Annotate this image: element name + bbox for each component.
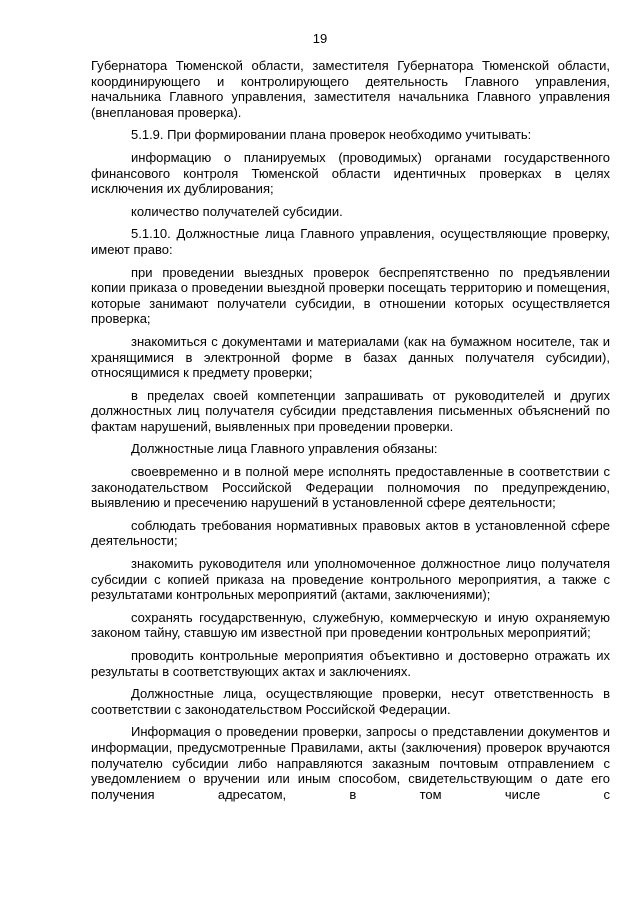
paragraph: Губернатора Тюменской области, заместителя Губернатора Тюменской области, координирующего и контролирующего деятельность Главного управления, начальника Главного управления, заместителя начальника Главного управления (внеплановая проверка). <box>91 58 610 120</box>
document-body <box>91 58 610 809</box>
paragraph: 5.1.10. Должностные лица Главного управления, осуществляющие проверку, имеют право: <box>91 226 610 257</box>
paragraph: знакомить руководителя или уполномоченное должностное лицо получателя субсидии с копией приказа на проведение контрольного мероприятия, а также с результатами контрольных мероприятий (актами, заключениями); <box>91 556 610 603</box>
paragraph: Должностные лица, осуществляющие проверки, несут ответственность в соответствии с законодательством Российской Федерации. <box>91 686 610 717</box>
paragraph: проводить контрольные мероприятия объективно и достоверно отражать их результаты в соответствующих актах и заключениях. <box>91 648 610 679</box>
paragraph: 5.1.9. При формировании плана проверок необходимо учитывать: <box>131 127 532 143</box>
paragraph: количество получателей субсидии. <box>131 203 343 219</box>
paragraph: в пределах своей компетенции запрашивать от руководителей и других должностных лиц получателя субсидии представления письменных объяснений по фактам нарушений, выявленных при проведении проверки. <box>91 387 610 434</box>
page-number: 19 <box>312 31 328 46</box>
paragraph: своевременно и в полной мере исполнять предоставленные в соответствии с законодательством Российской Федерации полномочия по предупреждению, выявлению и пресечению нарушений в установленной сфере деятельности; <box>91 464 610 511</box>
paragraph: при проведении выездных проверок беспрепятственно по предъявлении копии приказа о проведении выездной проверки посещать территорию и помещения, которые занимают получатели субсидии, в отношении которых осуществляется проверка; <box>91 264 610 327</box>
paragraph: соблюдать требования нормативных правовых актов в установленной сфере деятельности; <box>91 517 610 549</box>
paragraph: сохранять государственную, служебную, коммерческую и иную охраняемую законом тайну, ставшую им известной при проведении контрольных мероприятий; <box>91 609 610 641</box>
paragraph: Должностные лица Главного управления обязаны: <box>131 441 438 457</box>
paragraph: Информация о проведении проверки, запросы о представлении документов и информации, предусмотренные Правилами, акты (заключения) проверок вручаются получателю субсидии либо направляются заказным почтовым отправлением с уведомлением о вручении или иным способом, свидетельствующим о дате его получения адресатом, в том числе с <box>91 724 610 802</box>
paragraph: информацию о планируемых (проводимых) органами государственного финансового контроля Тюменской области идентичных проверках в целях исключения их дублирования; <box>91 149 610 197</box>
paragraph: знакомиться с документами и материалами (как на бумажном носителе, так и хранящимися в электронной форме в базах данных получателя субсидии), относящимися к предмету проверки; <box>91 333 610 381</box>
